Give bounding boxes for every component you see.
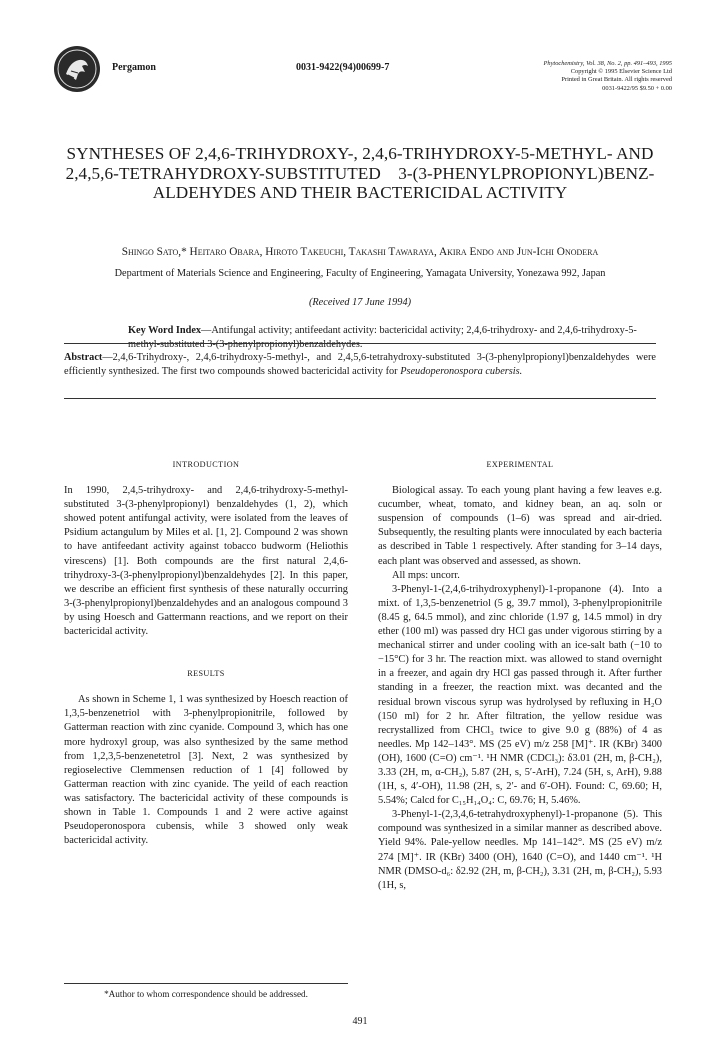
abstract-label: Abstract (64, 352, 103, 363)
copyright-line: Copyright © 1995 Elsevier Science Ltd (570, 68, 672, 76)
title-line: SYNTHESES OF 2,4,6-TRIHYDROXY-, 2,4,6-TRIHYDROXY-5-METHYL- AND (66, 144, 654, 163)
footnote-divider (64, 983, 348, 984)
left-column (64, 458, 348, 848)
abstract (64, 351, 656, 379)
journal-citation: Phytochemistry, Vol. 38, No. 2, pp. 491–493, 1995 (543, 60, 672, 67)
biological-assay-paragraph: Biological assay. To each young plant having a few leaves e.g. cucumber, wheat, tomato, and kidney bean, an aq. soln or suspension of compounds (1–6) was spread and air-dried. Subsequently, the resulting plants were innoculated by each bacteria as described in Table 1 respectively. After standing for 3–14 days, each plant was observed and assessed, as shown. (378, 485, 662, 567)
compound-5-paragraph: 3-Phenyl-1-(2,3,4,6-tetrahydroxyphenyl)-1-propanone (5). This compound was synthesized in a similar manner as described above. Yield 94%. Pale-yellow needles. Mp 141–142°. MS (25 eV) m/z 274 [M]⁺. IR (KBr) 3400 (OH), 1640 (C=O), and 1440 cm⁻¹. ¹H NMR (DMSO-d₆: δ2.92 (2H, m, β-CH₂), 3.31 (2H, m, β-CH₂), 5.93 (1H, s, (378, 809, 662, 891)
price-line: 0031-9422/95 $9.50 + 0.00 (602, 84, 672, 92)
keyword-text: —Antifungal activity; antifeedant activity: bactericidal activity; 2,4,6-trihydroxy- and 2,4,6-trihydroxy-5-methyl-substituted 3-(3-phenylpropionyl)benzaldehydes. (128, 325, 637, 350)
keyword-label: Key Word Index (128, 325, 202, 336)
keyword-index (128, 324, 668, 352)
mps-note: All mps: uncorr. (392, 569, 460, 581)
journal-info (452, 60, 672, 93)
right-column (378, 458, 662, 893)
printed-line: Printed in Great Britain. All rights reserved (561, 76, 672, 84)
article-title (40, 144, 680, 203)
author-list: Shingo Sato,* Heitaro Obara, Hiroto Takeuchi, Takashi Tawaraya, Akira Endo and Jun-Ichi Onodera (121, 246, 599, 258)
results-heading: RESULTS (187, 669, 225, 679)
pergamon-logo (52, 44, 102, 94)
results-text: As shown in Scheme 1, 1 was synthesized by Hoesch reaction of 1,3,5-benzenetriol with 3-phenylpropionitrile, followed by Gatterman reaction with zinc cyanide. Compound 3, which has one more hydroxyl group, was also synthesized by the same method from 1,2,3,5-benzenetetrol [3]. Next, 2 was synthesized by regioselective Clemmensen reduction of 1 [4] followed by Gatterman reaction with zinc cyanide. The yeild of each reaction was satisfactory. The bactericidal activity of these compounds is shown in Table 1. Compounds 1 and 2 were active against Pseudoperonospora cubensis, while 3 showed only weak bactericidal activity. (64, 694, 348, 847)
affiliation: Department of Materials Science and Engineering, Faculty of Engineering, Yamagata University, Yonezawa 992, Japan (114, 268, 606, 279)
article-doi: 0031-9422(94)00699-7 (296, 62, 390, 73)
correspondence-footnote: *Author to whom correspondence should be addressed. (104, 989, 308, 999)
introduction-text: In 1990, 2,4,5-trihydroxy- and 2,4,6-trihydroxy-5-methyl-substituted 3-(3-phenylpropionyl) benzaldehydes (1, 2), which showed potent antifungal activity, were isolated from the leaves of Psidium actangulum by Miles et al. [1, 2]. Compound 2 was shown to have antifeedant activity against tobacco budworm (Heliothis virescens) [1]. Both compounds are the first natural 2,4,6-trihydroxy-3-(3-phenylpropionyl)benzaldehydes [2]. In this paper, we describe an efficient first synthesis of these naturally occurring 3-(3-phenylpropionyl)benzaldehydes and an analogous compound 3 by using Hoesch and Gattermann reactions, and we report on their bactericidal activity. (64, 485, 348, 638)
abstract-organism: Pseudoperonospora cubersis. (400, 366, 523, 378)
divider-top (64, 343, 656, 344)
received-date: (Received 17 June 1994) (308, 297, 412, 308)
experimental-heading: EXPERIMENTAL (486, 460, 554, 469)
abstract-text: —2,4,6-Trihydroxy-, 2,4,6-trihydroxy-5-methyl-, and 2,4,5,6-tetrahydroxy-substituted 3-(3-phenylpropionyl)benzaldehydes were efficiently synthesized. The first two compounds showed bactericidal activity for (64, 352, 656, 378)
title-line: 2,4,5,6-TETRAHYDROXY-SUBSTITUTED 3-(3-PHENYLPROPIONYL)BENZ- (65, 163, 655, 183)
introduction-heading: INTRODUCTION (172, 460, 240, 469)
title-line: ALDEHYDES AND THEIR BACTERICIDAL ACTIVITY (152, 183, 568, 202)
compound-4-paragraph: 3-Phenyl-1-(2,4,6-trihydroxyphenyl)-1-propanone (4). Into a mixt. of 1,3,5-benzenetriol (5 g, 39.7 mmol), 3-phenylpropionitrile (8.45 g, 64.5 mmol), and zinc chloride (1.97 g, 14.5 mmol) in dry ether (100 ml) was passed dry HCl gas under vigorous stirring by a mechanical stirrer and under cooling with an ice-salt bath (−10 to −15°C) for 3 hr. The reaction mixt. was allowed to stand overnight in a freezer, and again dry HCl gas passed through it. After further standing in a freezer, the reaction mixt. was decanted and the residual brown viscous syrup was hydrolysed by refluxing in H₂O (150 ml) for 2 hr. After filtration, the yellow residue was recrystallized from CHCl₃ twice to give 9.0 g (88%) of 4 as needles. Mp 142–143°. MS (25 eV) m/z 258 [M]⁺. IR (KBr) 3400 (OH), 1600 (C=O) cm⁻¹. ¹H NMR (CDCl₃): δ3.01 (2H, m, β-CH₂), 3.33 (2H, m, α-CH₂), 5.87 (2H, s, 5′-ArH), 7.24 (5H, s, ArH), 9.88 (1H, s, 4′-OH), 11.98 (2H, s, 2′- and 6′-OH). Found: C, 69.60; H, 5.54%; Calcd for C₁₅H₁₄O₄: C, 69.76; H, 5.46%. (378, 583, 662, 807)
publisher-name: Pergamon (112, 62, 156, 73)
divider-bottom (64, 398, 656, 399)
page-number: 491 (352, 1016, 368, 1027)
